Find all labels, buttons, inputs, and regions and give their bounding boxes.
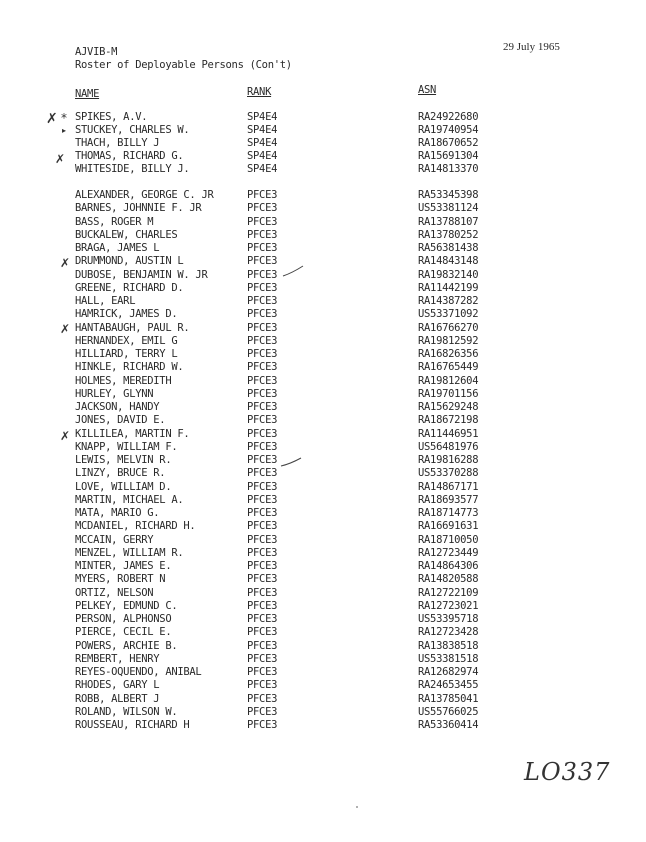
soldier-asn: RA19812604 <box>418 374 479 387</box>
roster-row <box>0 295 646 307</box>
soldier-rank: PFCE3 <box>247 560 278 572</box>
soldier-asn: RA12722109 <box>418 586 479 599</box>
soldier-asn: RA18672198 <box>418 414 479 427</box>
roster-row <box>0 111 646 127</box>
soldier-name: MATA, MARIO G. <box>75 507 160 519</box>
soldier-asn: RA13788107 <box>418 215 479 228</box>
roster-row <box>0 666 646 678</box>
soldier-rank: PFCE3 <box>247 374 278 387</box>
check-x-mark-icon: ✗ <box>46 111 58 127</box>
roster-row <box>0 269 646 281</box>
soldier-rank: PFCE3 <box>247 321 278 334</box>
soldier-name: STUCKEY, CHARLES W. <box>75 123 190 136</box>
roster-row <box>0 573 646 585</box>
soldier-name: HILLIARD, TERRY L <box>75 348 178 360</box>
soldier-rank: PFCE3 <box>247 599 278 612</box>
handwritten-document-number: LO337 <box>524 758 611 786</box>
roster-row <box>0 414 646 426</box>
roster-row <box>0 520 646 532</box>
soldier-name: HERNANDEX, EMIL G <box>75 334 178 347</box>
roster-row <box>0 494 646 506</box>
soldier-asn: RA53360414 <box>418 719 479 731</box>
soldier-name: LINZY, BRUCE R. <box>75 467 166 480</box>
soldier-rank: PFCE3 <box>247 348 278 360</box>
soldier-name: PERSON, ALPHONSO <box>75 613 172 625</box>
soldier-name: PIERCE, CECIL E. <box>75 626 172 639</box>
soldier-rank: PFCE3 <box>247 295 278 307</box>
roster-row <box>0 361 646 373</box>
column-header-rank: RANK <box>247 86 272 98</box>
roster-row <box>0 613 646 625</box>
soldier-asn: RA19812592 <box>418 334 479 347</box>
roster-row <box>0 322 646 334</box>
soldier-asn: RA13838518 <box>418 639 479 652</box>
roster-row <box>0 137 646 149</box>
soldier-name: LOVE, WILLIAM D. <box>75 480 172 493</box>
office-symbol: AJVIB-M <box>75 46 118 58</box>
soldier-rank: PFCE3 <box>247 613 278 625</box>
soldier-asn: RA12723428 <box>418 626 479 639</box>
soldier-name: MYERS, ROBERT N <box>75 573 166 586</box>
soldier-asn: US53381518 <box>418 652 479 665</box>
soldier-name: ROBB, ALBERT J <box>75 692 160 705</box>
roster-row <box>0 388 646 400</box>
soldier-rank: PFCE3 <box>247 719 278 731</box>
soldier-name: ROLAND, WILSON W. <box>75 705 178 718</box>
roster-row <box>0 348 646 360</box>
roster-row <box>0 560 646 572</box>
roster-row <box>0 308 646 320</box>
soldier-rank: PFCE3 <box>247 308 278 321</box>
pen-tick-icon <box>282 264 304 278</box>
roster-row <box>0 427 646 443</box>
soldier-rank: PFCE3 <box>247 189 278 201</box>
soldier-asn: RA13780252 <box>418 228 479 241</box>
soldier-name: ALEXANDER, GEORGE C. JR <box>75 189 214 201</box>
check-x-mark-icon: ✗ <box>60 256 71 270</box>
soldier-asn: RA14843148 <box>418 255 479 268</box>
document-date: 29 July 1965 <box>503 41 560 53</box>
soldier-asn: RA13785041 <box>418 692 479 705</box>
soldier-name: THOMAS, RICHARD G. <box>75 149 184 162</box>
soldier-name: KILLILEA, MARTIN F. <box>75 427 190 440</box>
soldier-asn: US53395718 <box>418 613 479 625</box>
soldier-asn: RA12723021 <box>418 599 479 612</box>
check-x-mark-icon: ✗ <box>60 322 71 336</box>
soldier-asn: RA12723449 <box>418 546 479 559</box>
soldier-asn: RA16826356 <box>418 348 479 360</box>
soldier-asn: RA56381438 <box>418 242 479 254</box>
soldier-rank: PFCE3 <box>247 215 278 228</box>
soldier-asn: RA24653455 <box>418 679 479 692</box>
soldier-name: ROUSSEAU, RICHARD H <box>75 719 190 731</box>
soldier-rank: PFCE3 <box>247 361 278 374</box>
soldier-asn: RA16765449 <box>418 361 479 374</box>
roster-row <box>0 124 646 136</box>
soldier-rank: PFCE3 <box>247 228 278 241</box>
soldier-name: JONES, DAVID E. <box>75 414 166 427</box>
soldier-rank: PFCE3 <box>247 401 278 413</box>
roster-row <box>0 693 646 705</box>
soldier-name: PELKEY, EDMUND C. <box>75 599 178 612</box>
roster-row <box>0 150 646 162</box>
soldier-rank: PFCE3 <box>247 202 278 215</box>
soldier-name: HURLEY, GLYNN <box>75 387 154 400</box>
roster-row <box>0 679 646 691</box>
soldier-rank: PFCE3 <box>247 626 278 639</box>
soldier-asn: RA14387282 <box>418 295 479 307</box>
soldier-rank: SP4E4 <box>247 123 278 136</box>
roster-row <box>0 454 646 466</box>
soldier-asn: US53371092 <box>418 308 479 321</box>
roster-row <box>0 587 646 599</box>
soldier-rank: PFCE3 <box>247 573 278 586</box>
soldier-asn: RA19740954 <box>418 123 479 136</box>
soldier-name: POWERS, ARCHIE B. <box>75 639 178 652</box>
roster-row <box>0 626 646 638</box>
soldier-rank: PFCE3 <box>247 507 278 519</box>
roster-row <box>0 375 646 387</box>
soldier-name: MCDANIEL, RICHARD H. <box>75 520 196 533</box>
soldier-asn: RA53345398 <box>418 189 479 201</box>
soldier-name: JACKSON, HANDY <box>75 401 160 413</box>
soldier-asn: RA18693577 <box>418 493 479 506</box>
soldier-rank: PFCE3 <box>247 467 278 480</box>
soldier-name: KNAPP, WILLIAM F. <box>75 440 178 453</box>
roster-row <box>0 706 646 718</box>
roster-row <box>0 507 646 519</box>
soldier-asn: RA14867171 <box>418 480 479 493</box>
soldier-asn: RA19816288 <box>418 454 479 466</box>
soldier-rank: PFCE3 <box>247 440 278 453</box>
soldier-name: HANTABAUGH, PAUL R. <box>75 321 190 334</box>
soldier-name: REYES-OQUENDO, ANIBAL <box>75 666 202 678</box>
soldier-rank: PFCE3 <box>247 666 278 678</box>
scan-speck <box>356 806 358 808</box>
soldier-rank: PFCE3 <box>247 692 278 705</box>
soldier-asn: US53370288 <box>418 467 479 480</box>
soldier-name: HALL, EARL <box>75 295 136 307</box>
soldier-rank: PFCE3 <box>247 387 278 400</box>
soldier-asn: RA24922680 <box>418 111 479 123</box>
soldier-name: THACH, BILLY J <box>75 136 160 149</box>
soldier-asn: RA16691631 <box>418 520 479 533</box>
roster-row <box>0 216 646 228</box>
pen-tick-icon <box>280 456 302 468</box>
soldier-name: LEWIS, MELVIN R. <box>75 454 172 466</box>
soldier-name: HAMRICK, JAMES D. <box>75 308 178 321</box>
soldier-rank: SP4E4 <box>247 149 278 162</box>
soldier-rank: PFCE3 <box>247 705 278 718</box>
soldier-name: BASS, ROGER M <box>75 215 154 228</box>
soldier-name: WHITESIDE, BILLY J. <box>75 162 190 175</box>
soldier-rank: SP4E4 <box>247 136 278 149</box>
column-header-asn: ASN <box>418 84 437 96</box>
check-x-mark-icon: ✗ <box>60 429 71 443</box>
soldier-name: GREENE, RICHARD D. <box>75 281 184 294</box>
soldier-rank: SP4E4 <box>247 162 278 175</box>
roster-row <box>0 719 646 731</box>
soldier-rank: PFCE3 <box>247 255 278 268</box>
roster-row <box>0 335 646 347</box>
soldier-rank: PFCE3 <box>247 242 278 254</box>
soldier-rank: PFCE3 <box>247 427 278 440</box>
soldier-name: MCCAIN, GERRY <box>75 533 154 546</box>
document-title: Roster of Deployable Persons (Con't) <box>75 59 292 71</box>
roster-row <box>0 229 646 241</box>
soldier-name: SPIKES, A.V. <box>75 111 148 123</box>
roster-row <box>0 401 646 413</box>
roster-row <box>0 600 646 612</box>
roster-row <box>0 640 646 652</box>
soldier-name: RHODES, GARY L <box>75 679 160 692</box>
soldier-rank: PFCE3 <box>247 639 278 652</box>
soldier-rank: PFCE3 <box>247 493 278 506</box>
soldier-asn: RA16766270 <box>418 321 479 334</box>
soldier-name: BRAGA, JAMES L <box>75 242 160 254</box>
soldier-name: BUCKALEW, CHARLES <box>75 228 178 241</box>
asterisk-mark-icon: * <box>61 111 67 125</box>
column-header-name: NAME <box>75 88 100 100</box>
soldier-asn: RA19832140 <box>418 268 479 281</box>
roster-row <box>0 202 646 214</box>
soldier-asn: RA15691304 <box>418 149 479 162</box>
roster-row <box>0 189 646 201</box>
soldier-name: HINKLE, RICHARD W. <box>75 361 184 374</box>
soldier-asn: RA14820588 <box>418 573 479 586</box>
soldier-name: DRUMMOND, AUSTIN L <box>75 255 184 268</box>
soldier-asn: RA11442199 <box>418 281 479 294</box>
soldier-asn: RA19701156 <box>418 387 479 400</box>
soldier-rank: SP4E4 <box>247 111 278 123</box>
roster-row <box>0 534 646 546</box>
soldier-rank: PFCE3 <box>247 546 278 559</box>
soldier-asn: US55766025 <box>418 705 479 718</box>
roster-row <box>0 547 646 559</box>
soldier-name: BARNES, JOHNNIE F. JR <box>75 202 202 215</box>
soldier-name: REMBERT, HENRY <box>75 652 160 665</box>
soldier-rank: PFCE3 <box>247 334 278 347</box>
soldier-asn: US53381124 <box>418 202 479 215</box>
soldier-rank: PFCE3 <box>247 586 278 599</box>
soldier-rank: PFCE3 <box>247 281 278 294</box>
soldier-name: HOLMES, MEREDITH <box>75 374 172 387</box>
soldier-rank: PFCE3 <box>247 533 278 546</box>
roster-row <box>0 481 646 493</box>
soldier-rank: PFCE3 <box>247 679 278 692</box>
soldier-asn: RA14813370 <box>418 162 479 175</box>
roster-row <box>0 441 646 453</box>
arrow-mark-icon: ▸ <box>62 126 67 135</box>
soldier-rank: PFCE3 <box>247 520 278 533</box>
soldier-rank: PFCE3 <box>247 480 278 493</box>
roster-row <box>0 467 646 479</box>
soldier-name: MINTER, JAMES E. <box>75 560 172 572</box>
soldier-asn: RA18710050 <box>418 533 479 546</box>
soldier-name: ORTIZ, NELSON <box>75 586 154 599</box>
soldier-name: DUBOSE, BENJAMIN W. JR <box>75 268 208 281</box>
soldier-asn: RA18714773 <box>418 507 479 519</box>
soldier-asn: RA11446951 <box>418 427 479 440</box>
roster-row <box>0 653 646 665</box>
roster-row <box>0 242 646 254</box>
soldier-asn: RA15629248 <box>418 401 479 413</box>
soldier-name: MENZEL, WILLIAM R. <box>75 546 184 559</box>
soldier-rank: PFCE3 <box>247 454 278 466</box>
soldier-asn: RA12682974 <box>418 666 479 678</box>
check-x-mark-icon: ✗ <box>55 152 66 166</box>
soldier-asn: RA14864306 <box>418 560 479 572</box>
roster-row <box>0 255 646 270</box>
soldier-asn: RA18670652 <box>418 136 479 149</box>
soldier-name: MARTIN, MICHAEL A. <box>75 493 184 506</box>
soldier-rank: PFCE3 <box>247 652 278 665</box>
roster-row <box>0 163 646 175</box>
soldier-asn: US56481976 <box>418 440 479 453</box>
soldier-rank: PFCE3 <box>247 268 278 281</box>
roster-row <box>0 282 646 294</box>
soldier-rank: PFCE3 <box>247 414 278 427</box>
